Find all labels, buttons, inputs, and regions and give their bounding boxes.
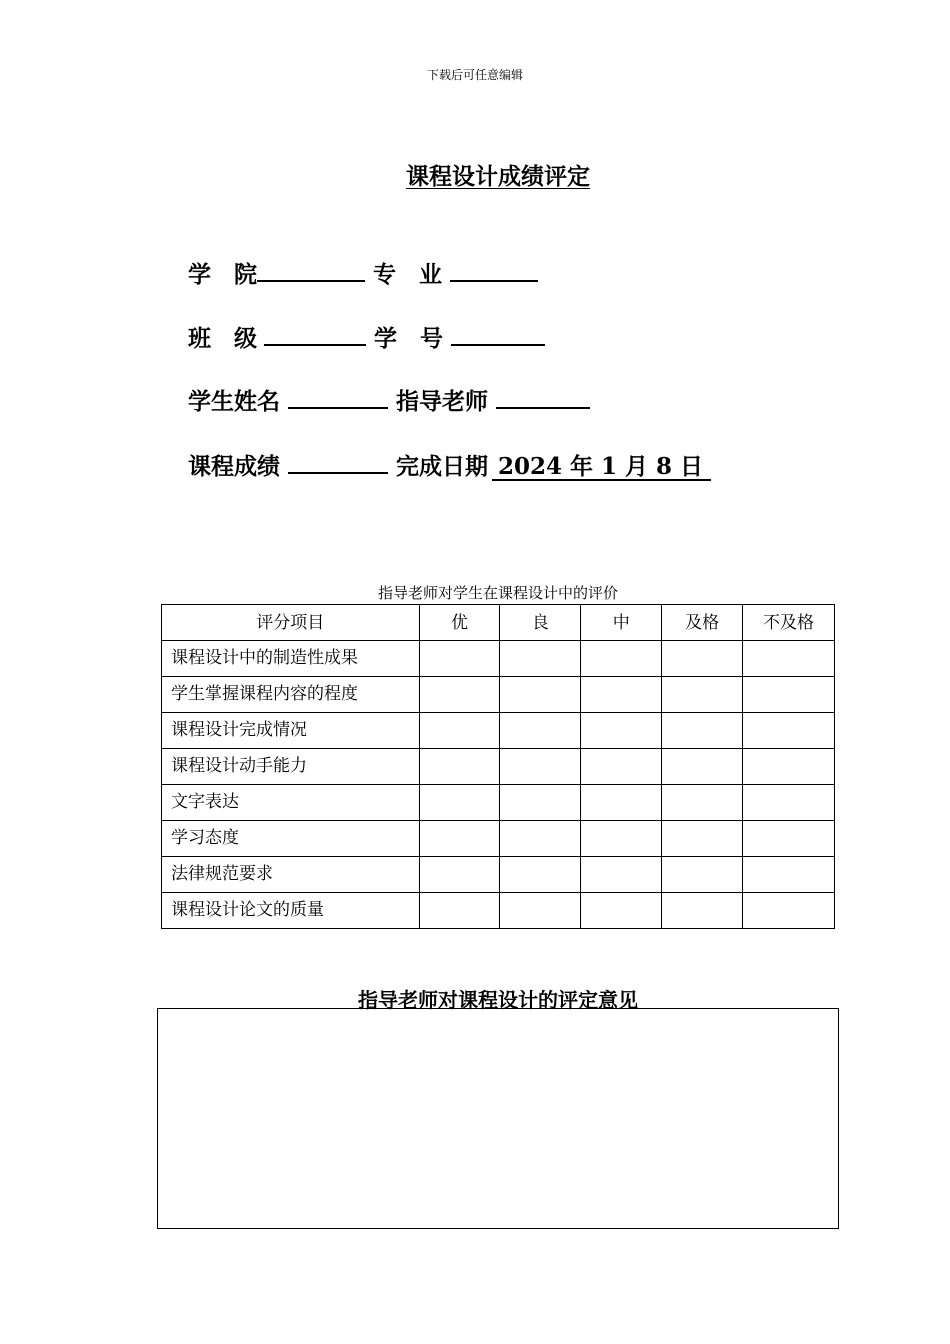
grade-cell-fail[interactable]: [743, 749, 835, 785]
grade-cell-pass[interactable]: [662, 785, 743, 821]
table-row: [162, 893, 835, 929]
table-caption: 指导老师对学生在课程设计中的评价: [377, 584, 618, 602]
table-row: [162, 749, 835, 785]
grade-cell-pass[interactable]: [662, 677, 743, 713]
student-name-label: 学生姓名: [188, 389, 280, 415]
grade-cell-excellent[interactable]: [419, 821, 500, 857]
grade-cell-average[interactable]: [581, 821, 662, 857]
table-row: [162, 785, 835, 821]
grade-cell-average[interactable]: [581, 893, 662, 929]
advisor-field[interactable]: [496, 385, 590, 409]
table-row: [162, 641, 835, 677]
header-pass: 及格: [662, 605, 743, 641]
opinion-box[interactable]: [157, 1008, 839, 1229]
grade-cell-excellent[interactable]: [419, 749, 500, 785]
grade-cell-average[interactable]: [581, 713, 662, 749]
grade-cell-average[interactable]: [581, 857, 662, 893]
grade-cell-average[interactable]: [581, 677, 662, 713]
scoring-item-label: 课程设计论文的质量: [162, 893, 420, 929]
grade-cell-good[interactable]: [500, 893, 581, 929]
grade-cell-fail[interactable]: [743, 785, 835, 821]
table-row: [162, 857, 835, 893]
grade-cell-good[interactable]: [500, 749, 581, 785]
form-row-grade-date: [188, 450, 711, 482]
header-average: 中: [581, 605, 662, 641]
completion-date-label: 完成日期: [396, 454, 488, 480]
scoring-item-label: 课程设计中的制造性成果: [162, 641, 420, 677]
college-field[interactable]: [257, 258, 365, 282]
student-name-field[interactable]: [288, 385, 388, 409]
grade-cell-pass[interactable]: [662, 713, 743, 749]
form-row-name-advisor: [188, 385, 590, 417]
student-id-label: 学 号: [374, 326, 443, 352]
grade-cell-excellent[interactable]: [419, 857, 500, 893]
table-header-row: [162, 605, 835, 641]
grade-cell-good[interactable]: [500, 857, 581, 893]
scoring-item-label: 学习态度: [162, 821, 420, 857]
class-field[interactable]: [264, 322, 366, 346]
grade-cell-pass[interactable]: [662, 821, 743, 857]
grade-cell-fail[interactable]: [743, 641, 835, 677]
header-excellent: 优: [419, 605, 500, 641]
student-id-field[interactable]: [451, 322, 545, 346]
table-row: [162, 677, 835, 713]
scoring-item-label: 文字表达: [162, 785, 420, 821]
grade-cell-fail[interactable]: [743, 713, 835, 749]
grade-cell-fail[interactable]: [743, 893, 835, 929]
scoring-item-label: 法律规范要求: [162, 857, 420, 893]
major-label: 专 业: [373, 262, 442, 288]
page-title: [0, 158, 950, 191]
grade-cell-good[interactable]: [500, 785, 581, 821]
scoring-item-label: 课程设计动手能力: [162, 749, 420, 785]
grade-cell-average[interactable]: [581, 749, 662, 785]
grade-cell-good[interactable]: [500, 641, 581, 677]
grade-cell-fail[interactable]: [743, 857, 835, 893]
major-field[interactable]: [450, 258, 538, 282]
scoring-item-label: 课程设计完成情况: [162, 713, 420, 749]
grade-cell-excellent[interactable]: [419, 893, 500, 929]
grade-cell-average[interactable]: [581, 785, 662, 821]
header-fail: 不及格: [743, 605, 835, 641]
header-good: 良: [500, 605, 581, 641]
college-label: 学 院: [188, 262, 257, 288]
evaluation-table: [161, 604, 835, 929]
grade-cell-excellent[interactable]: [419, 641, 500, 677]
grade-cell-pass[interactable]: [662, 749, 743, 785]
grade-cell-fail[interactable]: [743, 677, 835, 713]
grade-cell-fail[interactable]: [743, 821, 835, 857]
grade-label: 课程成绩: [188, 454, 280, 480]
grade-cell-good[interactable]: [500, 677, 581, 713]
grade-cell-pass[interactable]: [662, 641, 743, 677]
form-row-class-id: [188, 322, 545, 354]
grade-cell-average[interactable]: [581, 641, 662, 677]
grade-cell-pass[interactable]: [662, 893, 743, 929]
form-row-college-major: [188, 258, 538, 290]
opinion-title: 指导老师对课程设计的评定意见: [358, 988, 638, 1012]
grade-cell-pass[interactable]: [662, 857, 743, 893]
class-label: 班 级: [188, 326, 257, 352]
grade-cell-excellent[interactable]: [419, 677, 500, 713]
scoring-item-label: 学生掌握课程内容的程度: [162, 677, 420, 713]
advisor-label: 指导老师: [396, 389, 488, 415]
table-row: [162, 713, 835, 749]
grade-field[interactable]: [288, 450, 388, 474]
page-title-text: 课程设计成绩评定: [406, 164, 590, 190]
grade-cell-good[interactable]: [500, 821, 581, 857]
grade-cell-good[interactable]: [500, 713, 581, 749]
header-scoring-item: 评分项目: [162, 605, 420, 641]
table-row: [162, 821, 835, 857]
completion-date-value: 2024 年 1 月 8 日: [492, 455, 711, 481]
grade-cell-excellent[interactable]: [419, 785, 500, 821]
grade-cell-excellent[interactable]: [419, 713, 500, 749]
header-note: 下载后可任意编辑: [426, 68, 523, 82]
